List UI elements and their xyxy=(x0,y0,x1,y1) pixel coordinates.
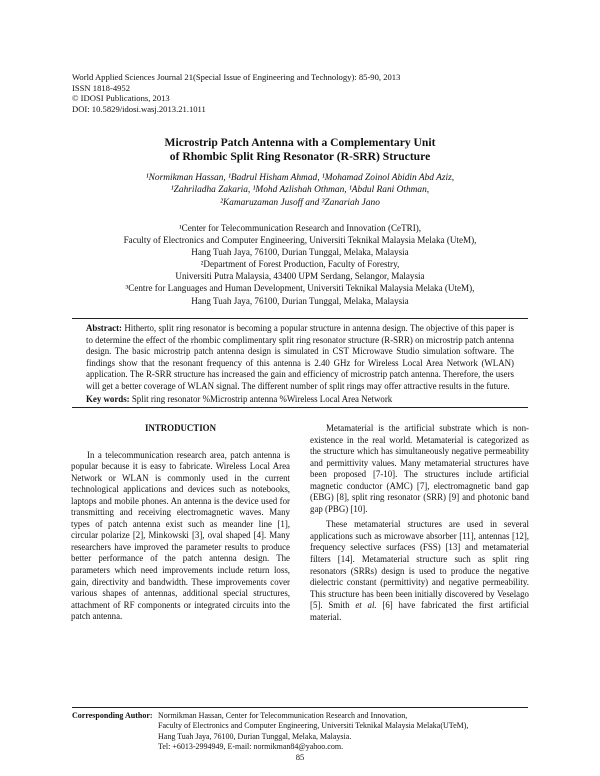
corresponding-author-details xyxy=(158,711,468,752)
page-number: 85 xyxy=(295,752,305,762)
copyright: © IDOSI Publications, 2013 xyxy=(72,93,170,104)
section-heading-introduction: INTRODUCTION xyxy=(144,423,216,433)
footnote-line-3: Hang Tuah Jaya, 76100, Durian Tunggal, Melaka, Malaysia. xyxy=(158,731,352,741)
abstract-text: Hitherto, split ring resonator is becoming a popular structure in antenna design. The objective of this paper is to determine the effect of the rhombic complimentary split ring resonator structure (R-SRR) on microstrip patch antenna design. The basic microstrip patch antenna design is simulated in CST Microwave Studio simulation software. The findings show that the resonant frequency of this antenna is 2.40 GHz for Wireless Local Area Network (WLAN) application. The R-SRR structure has increased the gain and efficiency of microstrip patch antenna. Therefore, the users will get a better coverage of WLAN signal. The different number of split rings may offer attractive results in the future. xyxy=(86,323,514,391)
footnote-line-4: Tel: +6013-2994949, E-mail: normikman84@yahoo.com. xyxy=(158,741,344,751)
abstract-label: Abstract: xyxy=(86,323,122,333)
doi: DOI: 10.5829/idosi.wasj.2013.21.1011 xyxy=(72,103,206,114)
affiliation-line-3: Hang Tuah Jaya, 76100, Durian Tunggal, Melaka, Malaysia xyxy=(191,247,409,258)
abstract-top-rule xyxy=(72,318,528,319)
keywords-text: Split ring resonator %Microstrip antenna %Wireless Local Area Network xyxy=(131,394,393,404)
intro-paragraph-1: In a telecommunication research area, patch antenna is popular because it is easy to fabricate. Wireless Local Area Network or WLAN is commonly used in the current technological applications and devices such as notebooks, laptops and mobile phones. An antenna is the device used for transmitting and receiving electromagnetic waves. Many types of patch antenna exist such as meander line [1], circular polarize [2], Minkowski [3], oval shaped [4]. Many researchers have improved the parameter results to produce better performance of the patch antenna design. The parameters which need improvements include return loss, gain, directivity and bandwidth. These improvements cover various shapes of antennas, additional special structures, attachment of RF components or integrated circuits into the patch antenna. xyxy=(71,449,290,622)
body-right-column xyxy=(310,423,529,623)
keywords-bottom-rule xyxy=(72,407,528,408)
footnote-line-2: Faculty of Electronics and Computer Engineering, Universiti Teknikal Malaysia Melaka(UTeM), xyxy=(158,721,469,731)
title-line-1: Microstrip Patch Antenna with a Complementary Unit xyxy=(164,136,436,149)
metamaterial-paragraph-2-end: [6] have fabricated the first artificial material. xyxy=(310,600,530,622)
journal-citation: World Applied Sciences Journal 21(Special Issue of Engineering and Technology): 85-90, 2013 xyxy=(72,72,401,82)
affiliation-line-6: ³Centre for Languages and Human Development, Universiti Teknikal Malaysia Melaka (UteM), xyxy=(125,283,475,294)
affiliation-line-5: Universiti Putra Malaysia, 43400 UPM Serdang, Selangor, Malaysia xyxy=(175,271,425,282)
corresponding-author-label: Corresponding Author: xyxy=(72,711,153,720)
title-line-2: of Rhombic Split Ring Resonator (R-SRR) Structure xyxy=(169,150,431,163)
metamaterial-paragraph-2 xyxy=(310,519,529,623)
authors-line-1: ¹Normikman Hassan, ¹Badrul Hisham Ahmad, ¹Mohamad Zoinol Abidin Abd Aziz, xyxy=(145,173,455,183)
affiliation-line-1: ¹Center for Telecommunication Research and Innovation (CeTRI), xyxy=(178,223,422,233)
paper-title xyxy=(0,136,600,164)
metamaterial-paragraph-1: Metamaterial is the artificial substrate which is non-existence in the real world. Metamaterial is categorized as the structure which has simultaneously negative permeability and permittivity values. Many metamaterial structures have been proposed [7-10]. The structures include artificial magnetic conductor (AMC) [7], electromagnetic band gap (EBG) [8], split ring resonator (SRR) [9] and photonic band gap (PBG) [10]. xyxy=(310,423,529,514)
metamaterial-paragraph-2-text: These metamaterial structures are used in several applications such as microwave absorber [11], antennas [12], frequency selective surfaces (FSS) [13] and metamaterial filters [14]. Metamaterial structure such as split ring resonators (SRRs) design is used to produce the negative dielectric constant (permittivity) and negative permeability. This structure has been been initially discovered by Veselago [5]. Smith xyxy=(310,519,529,611)
keywords-label: Key words: xyxy=(86,394,130,404)
authors-line-3: ²Kamaruzaman Jusoff and ³Zanariah Jano xyxy=(220,197,380,208)
et-al: et al. xyxy=(355,600,377,611)
author-list xyxy=(0,172,600,209)
journal-header xyxy=(72,72,400,114)
affiliation-line-7: Hang Tuah Jaya, 76100, Durian Tunggal, Melaka, Malaysia xyxy=(191,295,409,306)
abstract xyxy=(86,323,514,392)
footnote-rule xyxy=(72,707,528,708)
affiliation-line-2: Faculty of Electronics and Computer Engineering, Universiti Teknikal Malaysia Melaka (UteM), xyxy=(123,235,477,246)
footnote-line-1: Normikman Hassan, Center for Telecommunication Research and Innovation, xyxy=(158,711,408,720)
affiliations xyxy=(0,222,600,307)
body-left-column xyxy=(71,423,290,623)
keywords xyxy=(86,394,514,405)
issn: ISSN 1818-4952 xyxy=(72,82,131,93)
affiliation-line-4: ²Department of Forest Production, Faculty of Forestry, xyxy=(200,259,400,270)
authors-line-2: ¹Zahriladha Zakaria, ¹Mohd Azlishah Othman, ¹Abdul Rani Othman, xyxy=(170,185,430,196)
